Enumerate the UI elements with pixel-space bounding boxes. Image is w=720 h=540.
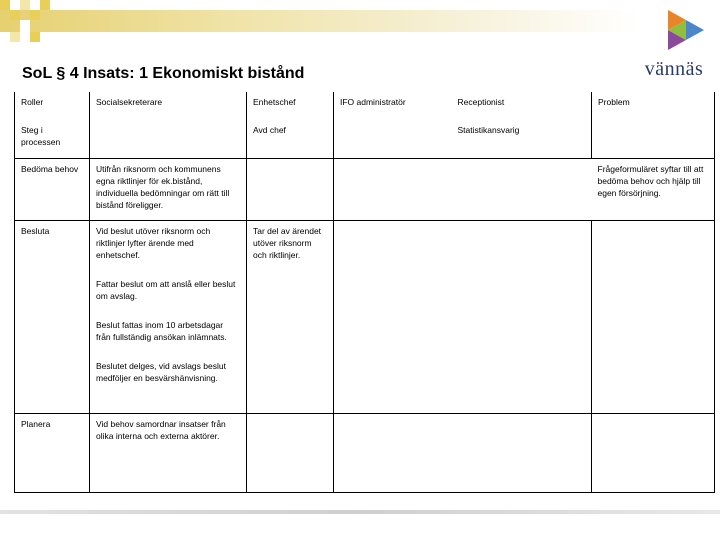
table-cell bbox=[592, 120, 715, 158]
cell-paragraph: Vid behov samordnar insatser från olika interna och externa aktörer. bbox=[96, 418, 226, 441]
table-cell: Avd chef bbox=[247, 120, 334, 158]
header-cell: Socialsekreterare bbox=[90, 92, 247, 120]
footer-line bbox=[0, 510, 720, 514]
page-title: SoL § 4 Insats: 1 Ekonomiskt bistånd bbox=[22, 65, 305, 82]
row-label: Besluta bbox=[15, 220, 90, 413]
cell-paragraph: Tar del av ärendet utöver riksnorm och riktlinjer. bbox=[253, 225, 322, 260]
header-decor-square bbox=[30, 32, 40, 42]
table-cell bbox=[90, 158, 247, 220]
cell-paragraph: Utifrån riksnorm och kommunens egna riktlinjer för ek.bistånd, individuella bedömningar om rätt till bistånd föreligger. bbox=[96, 163, 230, 210]
table-cell bbox=[592, 158, 715, 220]
header-cell: Roller bbox=[15, 92, 90, 120]
logo-mark-icon bbox=[664, 8, 708, 54]
header-cell: Receptionist bbox=[452, 92, 592, 120]
table-cell bbox=[247, 413, 334, 492]
header-decor-square bbox=[20, 20, 30, 32]
header-cell: Enhetschef bbox=[247, 92, 334, 120]
logo-text: vännäs bbox=[644, 58, 704, 80]
header-decor-square bbox=[10, 32, 20, 42]
table-cell bbox=[247, 220, 334, 413]
table-cell bbox=[90, 220, 247, 413]
table-cell bbox=[334, 413, 592, 492]
header-decor-band bbox=[0, 10, 640, 32]
cell-paragraph: Vid beslut utöver riksnorm och riktlinjer lyfter ärende med enhetschef. bbox=[96, 225, 211, 260]
header-decor-square bbox=[40, 0, 50, 10]
header-cell: Problem bbox=[592, 92, 715, 120]
header-cell: IFO administratör bbox=[334, 92, 452, 120]
cell-paragraph: Beslut fattas inom 10 arbetsdagar från fullständig ansökan inlämnats. bbox=[96, 319, 227, 342]
row-label: Bedöma behov bbox=[15, 158, 90, 220]
header-decor-square bbox=[10, 10, 20, 20]
header-decor-square bbox=[20, 0, 30, 10]
table-cell bbox=[90, 120, 247, 158]
table-cell bbox=[592, 413, 715, 492]
table-cell: Statistikansvarig bbox=[452, 120, 592, 158]
table-cell bbox=[247, 158, 334, 220]
header-decor-square bbox=[30, 10, 40, 20]
table-cell bbox=[592, 220, 715, 413]
cell-paragraph: Frågeformuläret syftar till att bedöma behov och hjälp till egen försörjning. bbox=[597, 163, 704, 198]
cell-paragraph: Beslutet delges, vid avslags beslut medföljer en besvärshänvisning. bbox=[96, 360, 226, 383]
process-table bbox=[14, 92, 715, 493]
table-cell bbox=[334, 158, 592, 220]
vannas-logo bbox=[634, 8, 714, 78]
step-label-cell: Steg i processen bbox=[15, 120, 90, 158]
table-cell bbox=[90, 413, 247, 492]
row-label: Planera bbox=[15, 413, 90, 492]
table-cell bbox=[334, 220, 592, 413]
table-cell bbox=[334, 120, 452, 158]
cell-paragraph: Fattar beslut om att anslå eller beslut om avslag. bbox=[96, 278, 236, 301]
header-decor-square bbox=[0, 0, 10, 10]
